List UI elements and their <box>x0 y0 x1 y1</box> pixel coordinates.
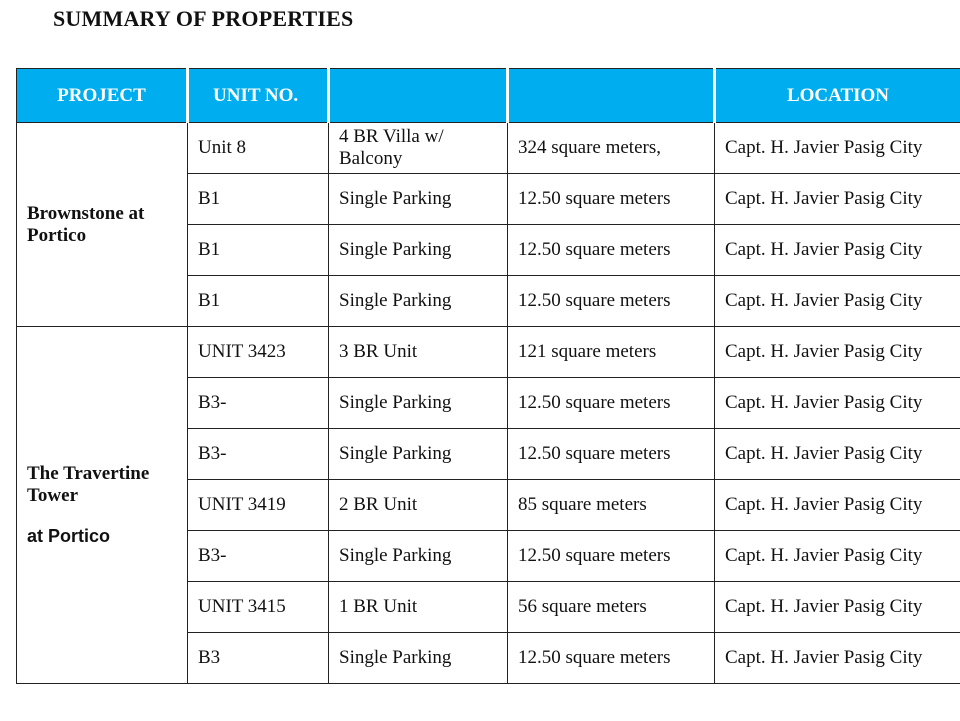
location-cell: Capt. H. Javier Pasig City <box>715 633 960 684</box>
unit-cell: B3- <box>188 531 329 582</box>
location-cell: Capt. H. Javier Pasig City <box>715 429 960 480</box>
unit-cell: UNIT 3415 <box>188 582 329 633</box>
area-cell: 85 square meters <box>508 480 715 531</box>
location-cell: Capt. H. Javier Pasig City <box>715 225 960 276</box>
table-row <box>17 327 960 378</box>
area-cell: 12.50 square meters <box>508 633 715 684</box>
document-title: SUMMARY OF PROPERTIES <box>53 6 354 31</box>
project-cell <box>17 123 188 327</box>
location-cell: Capt. H. Javier Pasig City <box>715 582 960 633</box>
area-cell: 12.50 square meters <box>508 276 715 327</box>
type-cell: Single Parking <box>329 633 508 684</box>
unit-cell: UNIT 3423 <box>188 327 329 378</box>
type-cell: Single Parking <box>329 174 508 225</box>
type-cell: 1 BR Unit <box>329 582 508 633</box>
area-cell: 12.50 square meters <box>508 429 715 480</box>
unit-cell: B3 <box>188 633 329 684</box>
location-cell: Capt. H. Javier Pasig City <box>715 480 960 531</box>
unit-cell: B1 <box>188 174 329 225</box>
area-cell: 56 square meters <box>508 582 715 633</box>
project-name: The Travertine Tower <box>27 463 150 506</box>
area-cell: 12.50 square meters <box>508 378 715 429</box>
type-cell: 2 BR Unit <box>329 480 508 531</box>
location-cell: Capt. H. Javier Pasig City <box>715 123 960 174</box>
header-type <box>329 69 508 123</box>
header-project: PROJECT <box>17 69 188 123</box>
location-cell: Capt. H. Javier Pasig City <box>715 276 960 327</box>
area-cell: 12.50 square meters <box>508 531 715 582</box>
area-cell: 12.50 square meters <box>508 174 715 225</box>
type-cell: 3 BR Unit <box>329 327 508 378</box>
properties-table <box>16 68 960 684</box>
unit-cell: B1 <box>188 225 329 276</box>
location-cell: Capt. H. Javier Pasig City <box>715 531 960 582</box>
unit-cell: B3- <box>188 429 329 480</box>
area-cell: 12.50 square meters <box>508 225 715 276</box>
type-cell: Single Parking <box>329 225 508 276</box>
project-name-extra: at Portico <box>27 526 111 546</box>
project-name: Brownstone at Portico <box>27 202 145 246</box>
type-cell: Single Parking <box>329 429 508 480</box>
type-cell: 4 BR Villa w/ Balcony <box>329 123 508 174</box>
header-location: LOCATION <box>715 69 960 123</box>
unit-cell: B1 <box>188 276 329 327</box>
area-cell: 121 square meters <box>508 327 715 378</box>
header-unit-no: UNIT NO. <box>188 69 329 123</box>
unit-cell: B3- <box>188 378 329 429</box>
type-cell: Single Parking <box>329 378 508 429</box>
project-cell <box>17 327 188 684</box>
type-cell: Single Parking <box>329 276 508 327</box>
unit-cell: Unit 8 <box>188 123 329 174</box>
header-area <box>508 69 715 123</box>
table-body <box>17 123 960 684</box>
area-cell: 324 square meters, <box>508 123 715 174</box>
unit-cell: UNIT 3419 <box>188 480 329 531</box>
table-row <box>17 123 960 174</box>
type-cell: Single Parking <box>329 531 508 582</box>
table-header-row <box>17 69 960 123</box>
location-cell: Capt. H. Javier Pasig City <box>715 174 960 225</box>
location-cell: Capt. H. Javier Pasig City <box>715 327 960 378</box>
location-cell: Capt. H. Javier Pasig City <box>715 378 960 429</box>
